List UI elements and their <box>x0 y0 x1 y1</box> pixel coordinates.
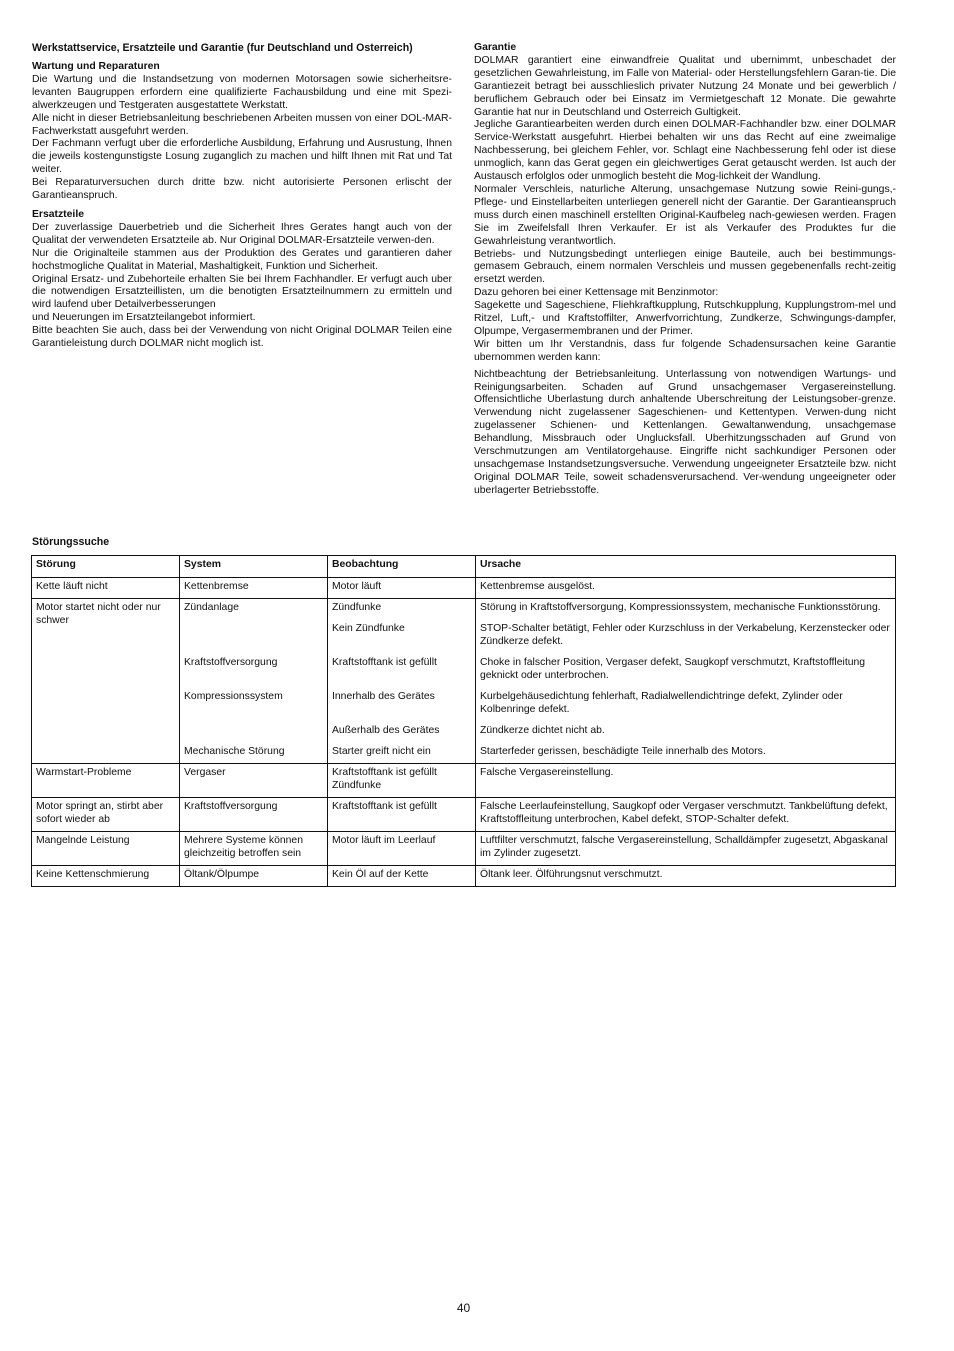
cell-beob-entry: Kraftstofftank ist gefüllt Zündfunke <box>332 766 437 791</box>
cell-ursache-entry: Falsche Vergasereinstellung. <box>480 766 614 778</box>
table-row <box>32 577 896 598</box>
wartung-paragraph: Alle nicht in dieser Betriebsanleitung beschriebenen Arbeiten mussen von einer DOL-MAR-Fachwerkstatt ausgefuhrt werden. <box>32 112 452 137</box>
exclusions-paragraph: Nichtbeachtung der Betriebsanleitung. Unterlassung von notwendigen Wartungs- und Reinigungsarbeiten. Schaden auf Grund unsachgemaser Vergasereinstellung. Offensichtliche Uberlastung durch anhaltende Uberschreitung der Leistungsober-grenze. Verwendung nicht zugelassener Sageschienen- und Kettentypen. Verwen-dung nicht zugelassener Schienen- und Kettenlangen. Gewaltanwendung, unsachgemase Behandlung, Missbrauch oder Unglucksfall. Uberhitzungsschaden auf Grund von Verschmutzungen am Ventilatorgehause. Eingriffe nicht sachkundiger Personen oder unsachgemase Instandsetzungsversuche. Verwendung ungeeigneter Ersatzteile bzw. nicht Original DOLMAR Teile, soweit schadensverursachend. Ver-wendung ungeeigneter oder uberlagerter Betriebsstoffe. <box>474 368 896 496</box>
header-beobachtung: Beobachtung <box>328 556 476 578</box>
ersatzteile-paragraph: Original Ersatz- und Zubehorteile erhalten Sie bei Ihrem Fachhandler. Er verfugt auch uber die notwendigen Ersatzteillisten, um die benotigten Ersatzteilnummern zu ermitteln und wird laufend uber Detailverbesserungen <box>32 273 452 311</box>
cell-beob-entry: Innerhalb des Gerätes <box>332 690 435 702</box>
garantie-paragraph: Sagekette und Sageschiene, Fliehkraftkupplung, Rutschkupplung, Kupplungstrom-mel und Ritzel, Luft,- und Kraftstoffilter, Anwerfvorrichtung, Zundkerze, Schwingungs-dampfer, Olpumpe, Vergasermembranen und der Primer. <box>474 300 896 337</box>
cell-ursache-entry: STOP-Schalter betätigt, Fehler oder Kurzschluss in der Verkabelung, Kerzenstecker oder Zündkerze defekt. <box>480 622 890 647</box>
left-column <box>32 42 452 351</box>
table-row <box>32 797 896 831</box>
table-row <box>32 598 896 763</box>
header-stoerung: Störung <box>32 556 180 578</box>
cell-system <box>180 865 328 886</box>
cell-ursache-entry: Öltank leer. Ölführungsnut verschmutzt. <box>480 868 663 880</box>
table-body <box>32 577 896 886</box>
header-system: System <box>180 556 328 578</box>
wartung-paragraph: Bei Reparaturversuchen durch dritte bzw. nicht autorisierte Personen erlischt der Garantieanspruch. <box>32 177 452 202</box>
garantie-paragraph: Jegliche Garantiearbeiten werden durch einen DOLMAR-Fachhandler bzw. einer DOLMAR Service-Werkstatt ausgefuhrt. Hierbei behalten wir uns das Recht auf eine zweimalige Nachbesserung, bei gleichem Fehler, vor. Schlagt eine Nachbesserung fehl oder ist diese unmoglich, kann das Gerat gegen ein gleichwertiges Gerat getauscht werden. Ist auch der Austausch erfolglos oder unmoglich besteht die Mog-lichkeit der Wandlung. <box>474 119 896 183</box>
ersatzteile-paragraph: und Neuerungen im Ersatzteilangebot informiert. <box>32 312 256 324</box>
cell-beob <box>328 797 476 831</box>
troubleshooting-title: Störungssuche <box>32 536 110 548</box>
cell-system <box>180 598 328 763</box>
cell-system-entry: Vergaser <box>184 766 226 778</box>
garantie-paragraph: DOLMAR garantiert eine einwandfreie Qualitat und ubernimmt, unbeschadet der gesetzlichen Gewahrleistung, im Falle von Material- oder Herstellungsfehlern Garan-tie. Die Garantiezeit betragt bei ausschlieslich privater Nutzung 24 Monate und bei gewerblich / beruflichem Gebrauch oder bei Einsatz im Vermietgeschaft 12 Monate. Die gewahrte Garantie hat nur in Deutschland und Osterreich Gultigkeit. <box>474 54 896 118</box>
cell-stoerung: Warmstart-Probleme <box>32 763 180 797</box>
cell-stoerung: Motor springt an, stirbt aber sofort wieder ab <box>32 797 180 831</box>
cell-stoerung: Keine Kettenschmierung <box>32 865 180 886</box>
wartung-paragraph: Der Fachmann verfugt uber die erforderliche Ausbildung, Erfahrung und Ausrustung, Ihnen die jeweils kostengunstigste Losung zuganglich zu machen und hilft Ihnen mit Rat und Tat weiter. <box>32 138 452 176</box>
ersatzteile-paragraph: Nur die Originalteile stammen aus der Produktion des Gerates und garantieren daher hochstmogliche Qualitat in Material, Mashaltigkeit, Funktion und Sicherheit. <box>32 247 452 272</box>
ersatzteile-paragraph: Der zuverlassige Dauerbetrieb und die Sicherheit Ihres Gerates hangt auch von der Qualitat der verwendeten Ersatzteile ab. Nur Original DOLMAR-Ersatzteile verwen-den. <box>32 221 452 246</box>
cell-beob-entry: Zündfunke <box>332 601 382 613</box>
cell-system-entry: Kraftstoffversorgung <box>184 800 278 812</box>
garantie-paragraph: Wir bitten um Ihr Verstandnis, dass fur folgende Schadensursachen keine Garantie ubernommen werden kann: <box>474 338 896 363</box>
cell-stoerung: Mangelnde Leistung <box>32 831 180 865</box>
wartung-paragraph: Die Wartung und die Instandsetzung von modernen Motorsagen sowie sicherheitsre-levanten Baugruppen erfordern eine qualifizierte Fachausbildung und eine mit Spezi-alwerkzeugen und Testgeraten ausgestattete Werkstatt. <box>32 73 452 111</box>
cell-ursache <box>476 577 896 598</box>
cell-system <box>180 797 328 831</box>
table-header-row <box>32 556 896 578</box>
cell-beob <box>328 865 476 886</box>
cell-ursache <box>476 598 896 763</box>
cell-system <box>180 577 328 598</box>
cell-beob-entry: Außerhalb des Gerätes <box>332 724 440 736</box>
cell-ursache-entry: Choke in falscher Position, Vergaser defekt, Saugkopf verschmutzt, Kraftstoffleitung geknickt oder unterbrochen. <box>480 656 866 681</box>
table-row <box>32 763 896 797</box>
cell-ursache-entry: Kurbelgehäusedichtung fehlerhaft, Radialwellendichtringe defekt, Zylinder oder Kolbenringe defekt. <box>480 690 843 715</box>
cell-ursache-entry: Falsche Leerlaufeinstellung, Saugkopf oder Vergaser verschmutzt. Tankbelüftung defekt, Kraftstoffleitung unterbrochen, Kabel defekt, STOP-Schalter defekt. <box>480 800 888 825</box>
cell-beob <box>328 577 476 598</box>
cell-ursache-entry: Kettenbremse ausgelöst. <box>480 580 595 592</box>
cell-system <box>180 831 328 865</box>
cell-system-entry: Zündanlage <box>184 601 239 613</box>
table-row <box>32 865 896 886</box>
cell-stoerung: Motor startet nicht oder nur schwer <box>32 598 180 763</box>
cell-ursache-entry: Störung in Kraftstoffversorgung, Kompressionssystem, mechanische Funktionsstörung. <box>480 601 881 613</box>
cell-beob <box>328 763 476 797</box>
cell-ursache <box>476 797 896 831</box>
cell-ursache <box>476 831 896 865</box>
cell-system-entry: Kompressionssystem <box>184 690 283 702</box>
cell-beob-entry: Motor läuft im Leerlauf <box>332 834 436 846</box>
cell-system-entry <box>184 725 323 738</box>
cell-beob-entry: Kein Zündfunke <box>332 622 405 634</box>
cell-system-entry: Öltank/Ölpumpe <box>184 868 260 880</box>
garantie-heading: Garantie <box>474 42 517 53</box>
header-ursache: Ursache <box>476 556 896 578</box>
cell-system <box>180 763 328 797</box>
cell-system-entry: Mechanische Störung <box>184 745 285 757</box>
garantie-paragraph: Betriebs- und Nutzungsbedingt unterliegen einige Bauteile, auch bei bestimmungs-gemasem Gebrauch, einem normalen Verschleis und mussen gegebenenfalls recht-zeitig ersetzt werden. <box>474 248 896 286</box>
right-column <box>474 42 896 498</box>
table-row <box>32 831 896 865</box>
cell-system-entry <box>184 623 323 649</box>
wartung-heading: Wartung und Reparaturen <box>32 61 160 72</box>
cell-system-entry: Mehrere Systeme können gleichzeitig betroffen sein <box>184 834 303 859</box>
troubleshooting-table <box>31 555 896 887</box>
cell-beob-entry: Kraftstofftank ist gefüllt <box>332 800 437 812</box>
cell-beob <box>328 831 476 865</box>
cell-beob <box>328 598 476 763</box>
section-title: Werkstattservice, Ersatzteile und Garantie (fur Deutschland und Osterreich) <box>32 42 413 54</box>
cell-beob-entry: Kein Öl auf der Kette <box>332 868 429 880</box>
cell-ursache <box>476 763 896 797</box>
cell-beob-entry: Starter greift nicht ein <box>332 745 431 757</box>
cell-stoerung: Kette läuft nicht <box>32 577 180 598</box>
cell-ursache-entry: Zündkerze dichtet nicht ab. <box>480 724 605 736</box>
cell-system-entry: Kettenbremse <box>184 580 249 592</box>
cell-ursache <box>476 865 896 886</box>
garantie-paragraph: Dazu gehoren bei einer Kettensage mit Benzinmotor: <box>474 287 719 299</box>
ersatzteile-heading: Ersatzteile <box>32 208 84 220</box>
cell-ursache-entry: Luftfilter verschmutzt, falsche Vergasereinstellung, Schalldämpfer zugesetzt, Abgaskanal im Zylinder zugesetzt. <box>480 834 888 859</box>
cell-beob-entry: Motor läuft <box>332 580 382 592</box>
cell-system-entry: Kraftstoffversorgung <box>184 656 278 668</box>
page-number: 40 <box>456 1301 471 1315</box>
garantie-paragraph: Normaler Verschleis, naturliche Alterung, unsachgemase Nutzung sowie Reini-gungs,- Pflege- und Einstellarbeiten unterliegen generell nicht der Garantie. Der Garantieanspruch muss durch einen maschinell erstellten Original-Kaufbeleg nach-gewiesen werden. Fragen Sie im Zweifelsfall Ihren Verkaufer. Er ist als Verkaufer des Produktes fur die Gewahrleistung verantwortlich. <box>474 183 896 247</box>
ersatzteile-paragraph: Bitte beachten Sie auch, dass bei der Verwendung von nicht Original DOLMAR Teilen eine Garantieleistung durch DOLMAR nicht moglich ist. <box>32 325 452 350</box>
cell-ursache-entry: Starterfeder gerissen, beschädigte Teile innerhalb des Motors. <box>480 745 766 757</box>
cell-beob-entry: Kraftstofftank ist gefüllt <box>332 656 437 668</box>
